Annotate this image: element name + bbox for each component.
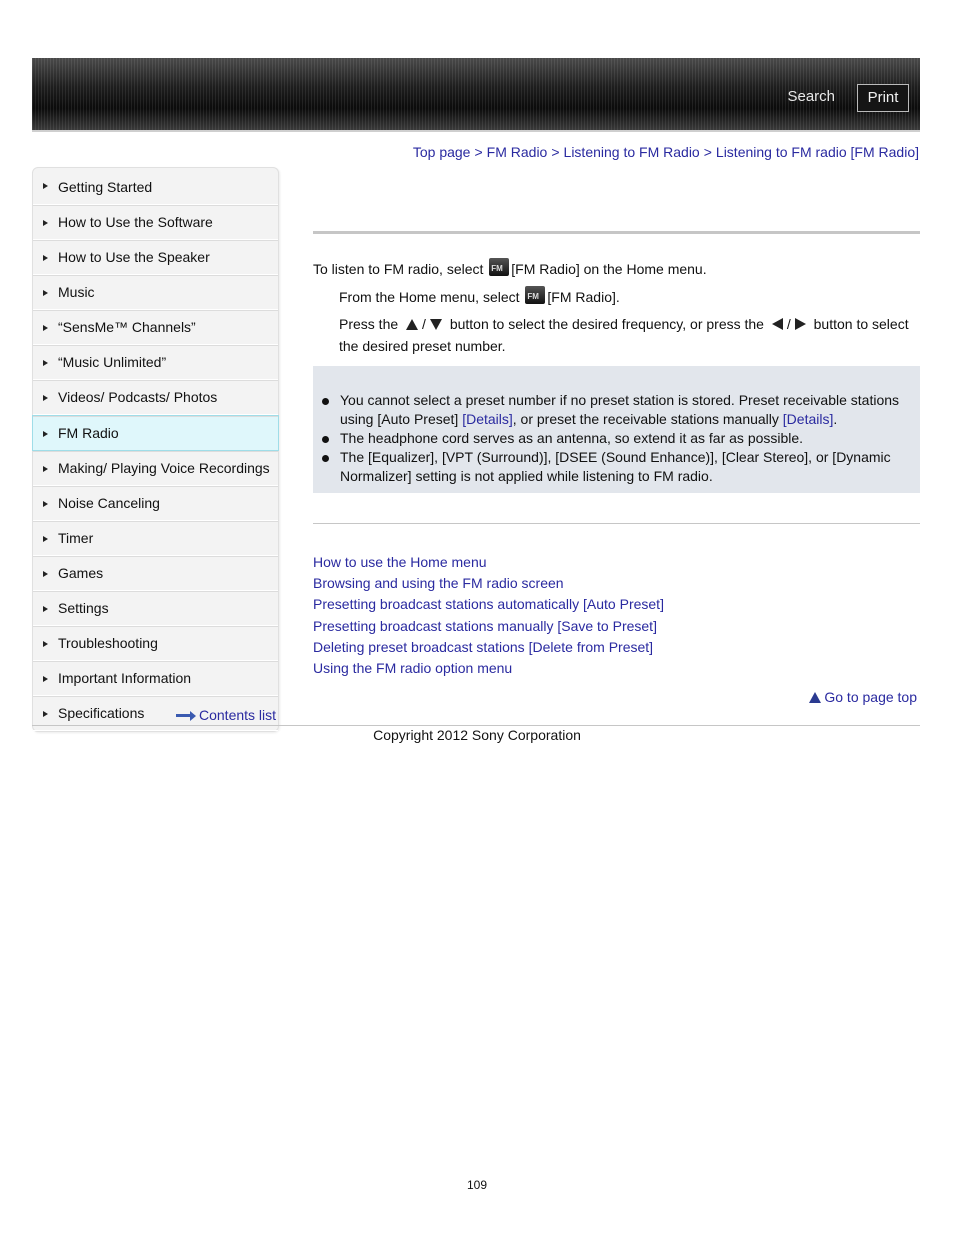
sidebar-item-sensme[interactable] xyxy=(33,310,278,345)
intro-text xyxy=(313,258,707,277)
sidebar-item-label: Videos/ Podcasts/ Photos xyxy=(58,389,218,405)
step-2-text-b: button to select the desired frequency, or press the xyxy=(449,316,764,332)
note-item xyxy=(340,448,908,486)
note-box xyxy=(313,366,920,493)
up-arrow-icon xyxy=(809,692,821,703)
step-2-text-c: button to select the desired preset number. xyxy=(339,316,909,354)
sidebar-item-videos-podcasts-photos[interactable] xyxy=(33,380,278,415)
step-2-slash-1: / xyxy=(422,316,426,332)
sidebar-item-label: Important Information xyxy=(58,670,192,686)
sidebar-item-label: “Music Unlimited” xyxy=(58,354,167,370)
sidebar-item-timer[interactable] xyxy=(33,521,278,556)
details-link-auto-preset[interactable]: [Details] xyxy=(462,411,513,427)
arrow-right-icon xyxy=(43,360,48,366)
related-link[interactable]: Deleting preset broadcast stations [Delete from Preset] xyxy=(313,638,654,655)
page-number: 109 xyxy=(466,1178,488,1192)
note-text: You cannot select a preset number if no preset station is stored. Preset receivable stations using [Auto Preset] xyxy=(340,392,900,427)
go-to-page-top-label: Go to page top xyxy=(824,689,917,705)
sidebar-item-label: Settings xyxy=(58,600,109,616)
fm-radio-icon xyxy=(525,286,545,304)
sidebar-item-label: How to Use the Software xyxy=(58,214,213,230)
title-divider xyxy=(313,231,920,234)
sidebar-item-label: Timer xyxy=(58,530,94,546)
go-to-page-top-link[interactable] xyxy=(809,689,917,705)
breadcrumb-separator: > xyxy=(703,144,712,160)
breadcrumb-separator: > xyxy=(474,144,483,160)
sidebar-item-getting-started[interactable] xyxy=(33,168,278,205)
arrow-right-icon xyxy=(43,571,48,577)
note-list xyxy=(313,366,920,486)
related-link[interactable]: Browsing and using the FM radio screen xyxy=(313,575,564,592)
intro-text-after: [FM Radio] on the Home menu. xyxy=(511,261,707,277)
note-text: , or preset the receivable stations manually xyxy=(512,411,779,427)
note-text: The headphone cord serves as an antenna, so extend it as far as possible. xyxy=(340,430,804,446)
sidebar-item-noise-canceling[interactable] xyxy=(33,486,278,521)
step-1-before: From the Home menu, select xyxy=(339,289,520,305)
sidebar-item-label: How to Use the Speaker xyxy=(58,249,210,265)
up-button-icon xyxy=(406,319,418,330)
related-link[interactable]: Using the FM radio option menu xyxy=(313,660,513,677)
arrow-right-icon xyxy=(43,325,48,331)
sidebar-item-label: Specifications xyxy=(58,705,145,721)
arrow-right-icon xyxy=(43,536,48,542)
note-text: The [Equalizer], [VPT (Surround)], [DSEE (Sound Enhance)], [Clear Stereo], or [Dynamic Normalizer] setting is not applied while listening to FM radio. xyxy=(340,449,891,484)
fm-radio-icon xyxy=(489,258,509,276)
breadcrumb-fm-radio[interactable]: FM Radio xyxy=(486,144,548,160)
sidebar-item-label: Troubleshooting xyxy=(58,635,158,651)
sidebar-item-important-information[interactable] xyxy=(33,661,278,696)
footer-divider xyxy=(32,725,920,726)
breadcrumb-separator: > xyxy=(551,144,560,160)
search-link[interactable]: Search xyxy=(787,88,835,105)
sidebar-item-label: Music xyxy=(58,284,95,300)
sidebar-item-label: FM Radio xyxy=(58,425,119,441)
arrow-right-icon xyxy=(43,290,48,296)
step-1-after: [FM Radio]. xyxy=(547,289,620,305)
sidebar-item-music[interactable] xyxy=(33,275,278,310)
arrow-right-icon xyxy=(43,183,48,189)
right-button-icon xyxy=(795,318,806,330)
sidebar-item-games[interactable] xyxy=(33,556,278,591)
note-text: . xyxy=(833,411,838,427)
contents-list-link[interactable] xyxy=(176,707,276,723)
step-2-slash-2: / xyxy=(786,316,791,332)
down-button-icon xyxy=(430,319,442,330)
arrow-right-icon xyxy=(43,606,48,612)
arrow-right-icon xyxy=(43,501,48,507)
note-item xyxy=(340,391,908,429)
sidebar-item-speaker[interactable] xyxy=(33,240,278,275)
note-item xyxy=(340,429,908,448)
double-arrow-icon xyxy=(176,712,196,720)
copyright-text: Copyright 2012 Sony Corporation xyxy=(373,727,581,743)
breadcrumb-top-page[interactable]: Top page xyxy=(412,144,471,160)
sidebar-item-label: “SensMe™ Channels” xyxy=(58,319,196,335)
step-2 xyxy=(339,313,914,357)
related-link[interactable]: How to use the Home menu xyxy=(313,554,487,570)
sidebar-item-settings[interactable] xyxy=(33,591,278,626)
arrow-right-icon xyxy=(43,641,48,647)
arrow-right-icon xyxy=(43,466,48,472)
sidebar-item-label: Making/ Playing Voice Recordings xyxy=(58,460,270,476)
step-2-text-a: Press the xyxy=(339,316,399,332)
related-link[interactable]: Presetting broadcast stations automatically [Auto Preset] xyxy=(313,596,664,613)
arrow-right-icon xyxy=(43,220,48,226)
sidebar-nav xyxy=(32,167,279,732)
intro-text-before: To listen to FM radio, select xyxy=(313,261,484,277)
sidebar-item-music-unlimited[interactable] xyxy=(33,345,278,380)
arrow-right-icon xyxy=(43,431,48,437)
breadcrumb xyxy=(413,144,919,160)
arrow-right-icon xyxy=(43,676,48,682)
breadcrumb-current-page[interactable]: Listening to FM radio [FM Radio] xyxy=(715,144,919,160)
sidebar-item-voice-recordings[interactable] xyxy=(33,451,278,486)
related-link[interactable]: Presetting broadcast stations manually [Save to Preset] xyxy=(313,617,657,634)
related-links xyxy=(313,552,664,679)
sidebar-item-fm-radio[interactable] xyxy=(32,415,279,451)
sidebar-item-label: Noise Canceling xyxy=(58,495,160,511)
arrow-right-icon xyxy=(43,395,48,401)
sidebar-item-label: Games xyxy=(58,565,104,581)
step-1 xyxy=(339,286,620,305)
top-header-bar xyxy=(32,58,920,132)
contents-list-label: Contents list xyxy=(199,707,277,723)
related-divider xyxy=(313,523,920,524)
print-button[interactable]: Print xyxy=(857,84,909,112)
left-button-icon xyxy=(772,318,783,330)
breadcrumb-listening-to-fm-radio[interactable]: Listening to FM Radio xyxy=(563,144,700,160)
arrow-right-icon xyxy=(43,255,48,261)
sidebar-item-label: Getting Started xyxy=(58,179,153,195)
arrow-right-icon xyxy=(43,711,48,717)
details-link-manual-preset[interactable]: [Details] xyxy=(782,411,834,427)
sidebar-item-troubleshooting[interactable] xyxy=(33,626,278,661)
sidebar-item-software[interactable] xyxy=(33,205,278,240)
